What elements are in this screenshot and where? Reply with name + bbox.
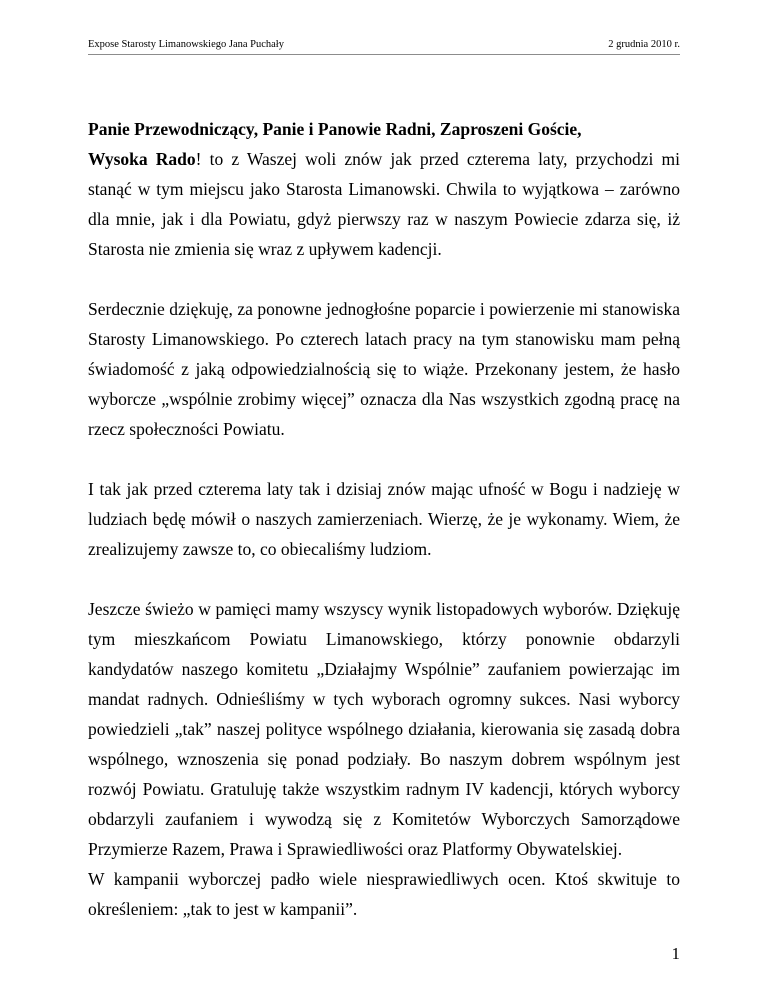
paragraph-5: W kampanii wyborczej padło wiele niesprawiedliwych ocen. Ktoś skwituje to określeniem: „tak to jest w kampanii”. bbox=[88, 869, 680, 919]
paragraph-2: Serdecznie dziękuję, za ponowne jednogłośne poparcie i powierzenie mi stanowiska Starosty Limanowskiego. Po czterech latach pracy na tym stanowisku mam pełną świadomość z jaką odpowiedzialnością się to wiąże. Przekonany jestem, że hasło wyborcze „wspólnie zrobimy więcej” oznacza dla Nas wszystkich zgodną pracę na rzecz społeczności Powiatu. bbox=[88, 299, 680, 439]
paragraph-1-text: ! to z Waszej woli znów jak przed czterema laty, przychodzi mi stanąć w tym miejscu jako Starosta Limanowski. Chwila to wyjątkowa – zarówno dla mnie, jak i dla Powiatu, gdyż pierwszy raz w naszym Powiecie zdarza się, iż Starosta nie zmienia się wraz z upływem kadencji. bbox=[88, 149, 681, 259]
paragraph-4: Jeszcze świeżo w pamięci mamy wszyscy wynik listopadowych wyborów. Dziękuję tym mieszkańcom Powiatu Limanowskiego, którzy ponownie obdarzyli kandydatów naszego komitetu „Działajmy Wspólnie” zaufaniem powierzając im mandat radnych. Odnieśliśmy w tych wyborach ogromny sukces. Nasi wyborcy powiedzieli „tak” naszej polityce wspólnego działania, kierowania się zasadą dobra wspólnego, wznoszenia się ponad podziały. Bo naszym dobrem wspólnym jest rozwój Powiatu. Gratuluję także wszystkim radnym IV kadencji, których wyborcy obdarzyli zaufaniem i wywodzą się z Komitetów Wyborczych Samorządowe Przymierze Razem, Prawa i Sprawiedliwości oraz Platformy Obywatelskiej. bbox=[88, 599, 680, 859]
paragraph-1 bbox=[88, 144, 680, 264]
paragraph-3: I tak jak przed czterema laty tak i dzisiaj znów mając ufność w Bogu i nadzieję w ludziach będę mówił o naszych zamierzeniach. Wierzę, że je wykonamy. Wiem, że zrealizujemy zawsze to, co obiecaliśmy ludziom. bbox=[88, 479, 680, 559]
header-document-title: Expose Starosty Limanowskiego Jana Puchały bbox=[88, 39, 284, 50]
paragraph-1-bold-opening: Wysoka Rado bbox=[88, 149, 196, 169]
page-header bbox=[88, 36, 680, 55]
header-date: 2 grudnia 2010 r. bbox=[608, 39, 680, 50]
salutation-line: Panie Przewodniczący, Panie i Panowie Radni, Zaproszeni Goście, bbox=[88, 119, 582, 139]
document-body bbox=[88, 114, 680, 924]
page-number: 1 bbox=[671, 944, 680, 963]
